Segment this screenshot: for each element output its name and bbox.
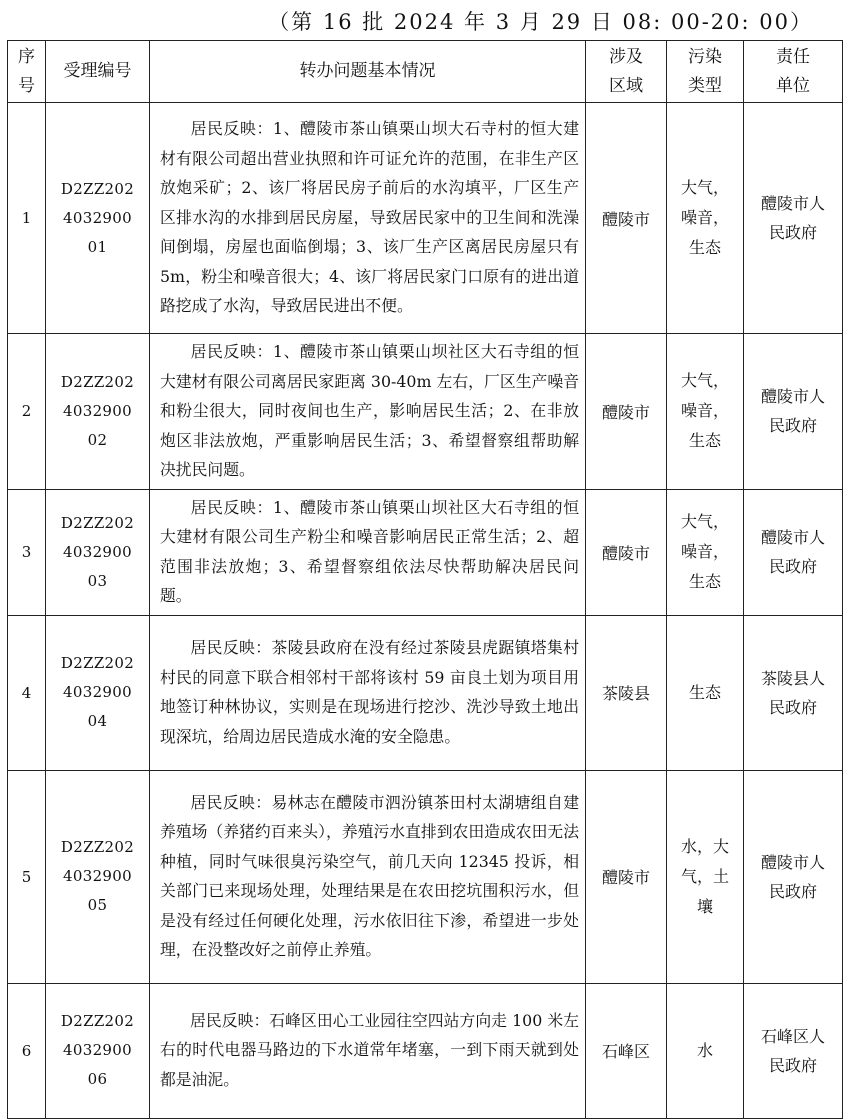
cell-unit-text: 石峰区人民政府	[760, 1026, 825, 1075]
col-header-area-text: 涉及区域	[609, 46, 643, 96]
cell-desc-text: 居民反映：易林志在醴陵市泗汾镇茶田村太湖塘组自建养殖场（养猪约百来头），养殖污水直排到农田造成农田无法种植，同时气味很臭污染空气，前几天向 12345 投诉，相关部门已来现场处理，处理结果是在农田挖坑围积污水，但是没有经过任何硬化处理，污水依旧往下渗，希望进一步处理，在没整改好之前停止养殖。	[160, 792, 579, 959]
cell-area: 茶陵县	[586, 615, 667, 770]
cell-seq: 6	[8, 983, 46, 1118]
cell-desc	[150, 489, 586, 615]
cell-desc-text: 居民反映：1、醴陵市茶山镇栗山坝大石寺村的恒大建材有限公司超出营业执照和许可证允许的范围，在非生产区放炮采矿；2、该厂将居民房子前后的水沟填平，厂区生产区排水沟的水排到居民房屋，导致居民家中的卫生间和洗澡间倒塌，房屋也面临倒塌；3、该厂生产区离居民房屋只有 5m，粉尘和噪音很大；4、该厂将居民家门口原有的进出道路挖成了水沟，导致居民进出不便。	[160, 119, 579, 316]
col-header-desc: 转办问题基本情况	[150, 41, 586, 103]
col-header-unit-text: 责任单位	[776, 46, 810, 96]
cell-unit-text: 茶陵县人民政府	[760, 668, 825, 717]
cell-id-text: D2ZZ202403290005	[60, 838, 135, 914]
col-header-area	[586, 41, 667, 103]
cell-desc	[150, 334, 586, 490]
cell-type	[667, 334, 744, 490]
col-header-type-text: 污染类型	[688, 46, 722, 96]
cell-id-text: D2ZZ202403290001	[60, 179, 135, 256]
cell-area: 醴陵市	[586, 103, 667, 334]
cell-unit	[744, 983, 843, 1118]
cell-type	[667, 103, 744, 334]
cell-area: 醴陵市	[586, 770, 667, 983]
cell-area: 醴陵市	[586, 334, 667, 490]
cell-id	[46, 489, 150, 615]
cell-id	[46, 770, 150, 983]
cell-id	[46, 983, 150, 1118]
cell-type-text: 水，大气，土壤	[681, 836, 730, 916]
cell-area: 石峰区	[586, 983, 667, 1118]
cell-type	[667, 489, 744, 615]
cell-desc-text: 居民反映：茶陵县政府在没有经过茶陵县虎踞镇塔集村村民的同意下联合相邻村干部将该村 59 亩良土划为项目用地签订种林协议，实则是在现场进行挖沙、洗沙导致土地出现深坑，给周边居民造成水淹的安全隐患。	[160, 638, 579, 746]
cell-unit	[744, 615, 843, 770]
cell-desc-text: 居民反映：石峰区田心工业园往空四站方向走 100 米左右的时代电器马路边的下水道常年堵塞，一到下雨天就到处都是油泥。	[160, 1010, 579, 1089]
cell-id	[46, 103, 150, 334]
table-row	[8, 103, 843, 334]
cell-unit-text: 醴陵市人民政府	[760, 194, 825, 242]
complaint-table	[7, 40, 843, 1119]
table-row	[8, 334, 843, 490]
cell-unit	[744, 770, 843, 983]
cell-unit-text: 醴陵市人民政府	[760, 387, 825, 436]
cell-desc	[150, 983, 586, 1118]
table-header-row	[8, 41, 843, 103]
cell-type-text: 大气，噪音，生态	[681, 178, 730, 257]
cell-type	[667, 770, 744, 983]
col-header-seq	[8, 41, 46, 103]
cell-unit-text: 醴陵市人民政府	[760, 528, 825, 576]
batch-header: （第 16 批 2024 年 3 月 29 日 08: 00-20: 00）	[268, 10, 813, 34]
col-header-type	[667, 41, 744, 103]
cell-desc-text: 居民反映：1、醴陵市茶山镇栗山坝社区大石寺组的恒大建材有限公司离居民家距离 30-40m 左右，厂区生产噪音和粉尘很大，同时夜间也生产，影响居民生活；2、在非放炮区非法放炮，严重影响居民生活；3、希望督察组帮助解决扰民问题。	[160, 342, 579, 479]
cell-id-text: D2ZZ202403290003	[60, 513, 135, 590]
cell-unit-text: 醴陵市人民政府	[760, 852, 825, 901]
cell-desc	[150, 103, 586, 334]
cell-id	[46, 615, 150, 770]
cell-type	[667, 615, 744, 770]
cell-seq: 1	[8, 103, 46, 334]
col-header-id: 受理编号	[46, 41, 150, 103]
cell-id-text: D2ZZ202403290006	[60, 1012, 135, 1088]
cell-seq: 3	[8, 489, 46, 615]
cell-type-text: 水	[696, 1040, 713, 1060]
cell-seq: 5	[8, 770, 46, 983]
cell-seq: 4	[8, 615, 46, 770]
cell-unit	[744, 103, 843, 334]
cell-area: 醴陵市	[586, 489, 667, 615]
cell-id-text: D2ZZ202403290004	[60, 654, 135, 730]
cell-id	[46, 334, 150, 490]
table-row	[8, 489, 843, 615]
col-header-unit	[744, 41, 843, 103]
table-row	[8, 770, 843, 983]
cell-id-text: D2ZZ202403290002	[60, 372, 135, 449]
cell-type-text: 生态	[688, 682, 721, 702]
cell-unit	[744, 489, 843, 615]
cell-desc	[150, 770, 586, 983]
cell-unit	[744, 334, 843, 490]
cell-desc	[150, 615, 586, 770]
table-row	[8, 983, 843, 1118]
table-row	[8, 615, 843, 770]
col-header-seq-text: 序号	[18, 46, 35, 96]
cell-type-text: 大气，噪音，生态	[681, 371, 730, 451]
cell-type	[667, 983, 744, 1118]
cell-desc-text: 居民反映：1、醴陵市茶山镇栗山坝社区大石寺组的恒大建材有限公司生产粉尘和噪音影响居民正常生活；2、超范围非法放炮；3、希望督察组依法尽快帮助解决居民问题。	[160, 497, 579, 605]
cell-type-text: 大气，噪音，生态	[681, 512, 730, 591]
cell-seq: 2	[8, 334, 46, 490]
